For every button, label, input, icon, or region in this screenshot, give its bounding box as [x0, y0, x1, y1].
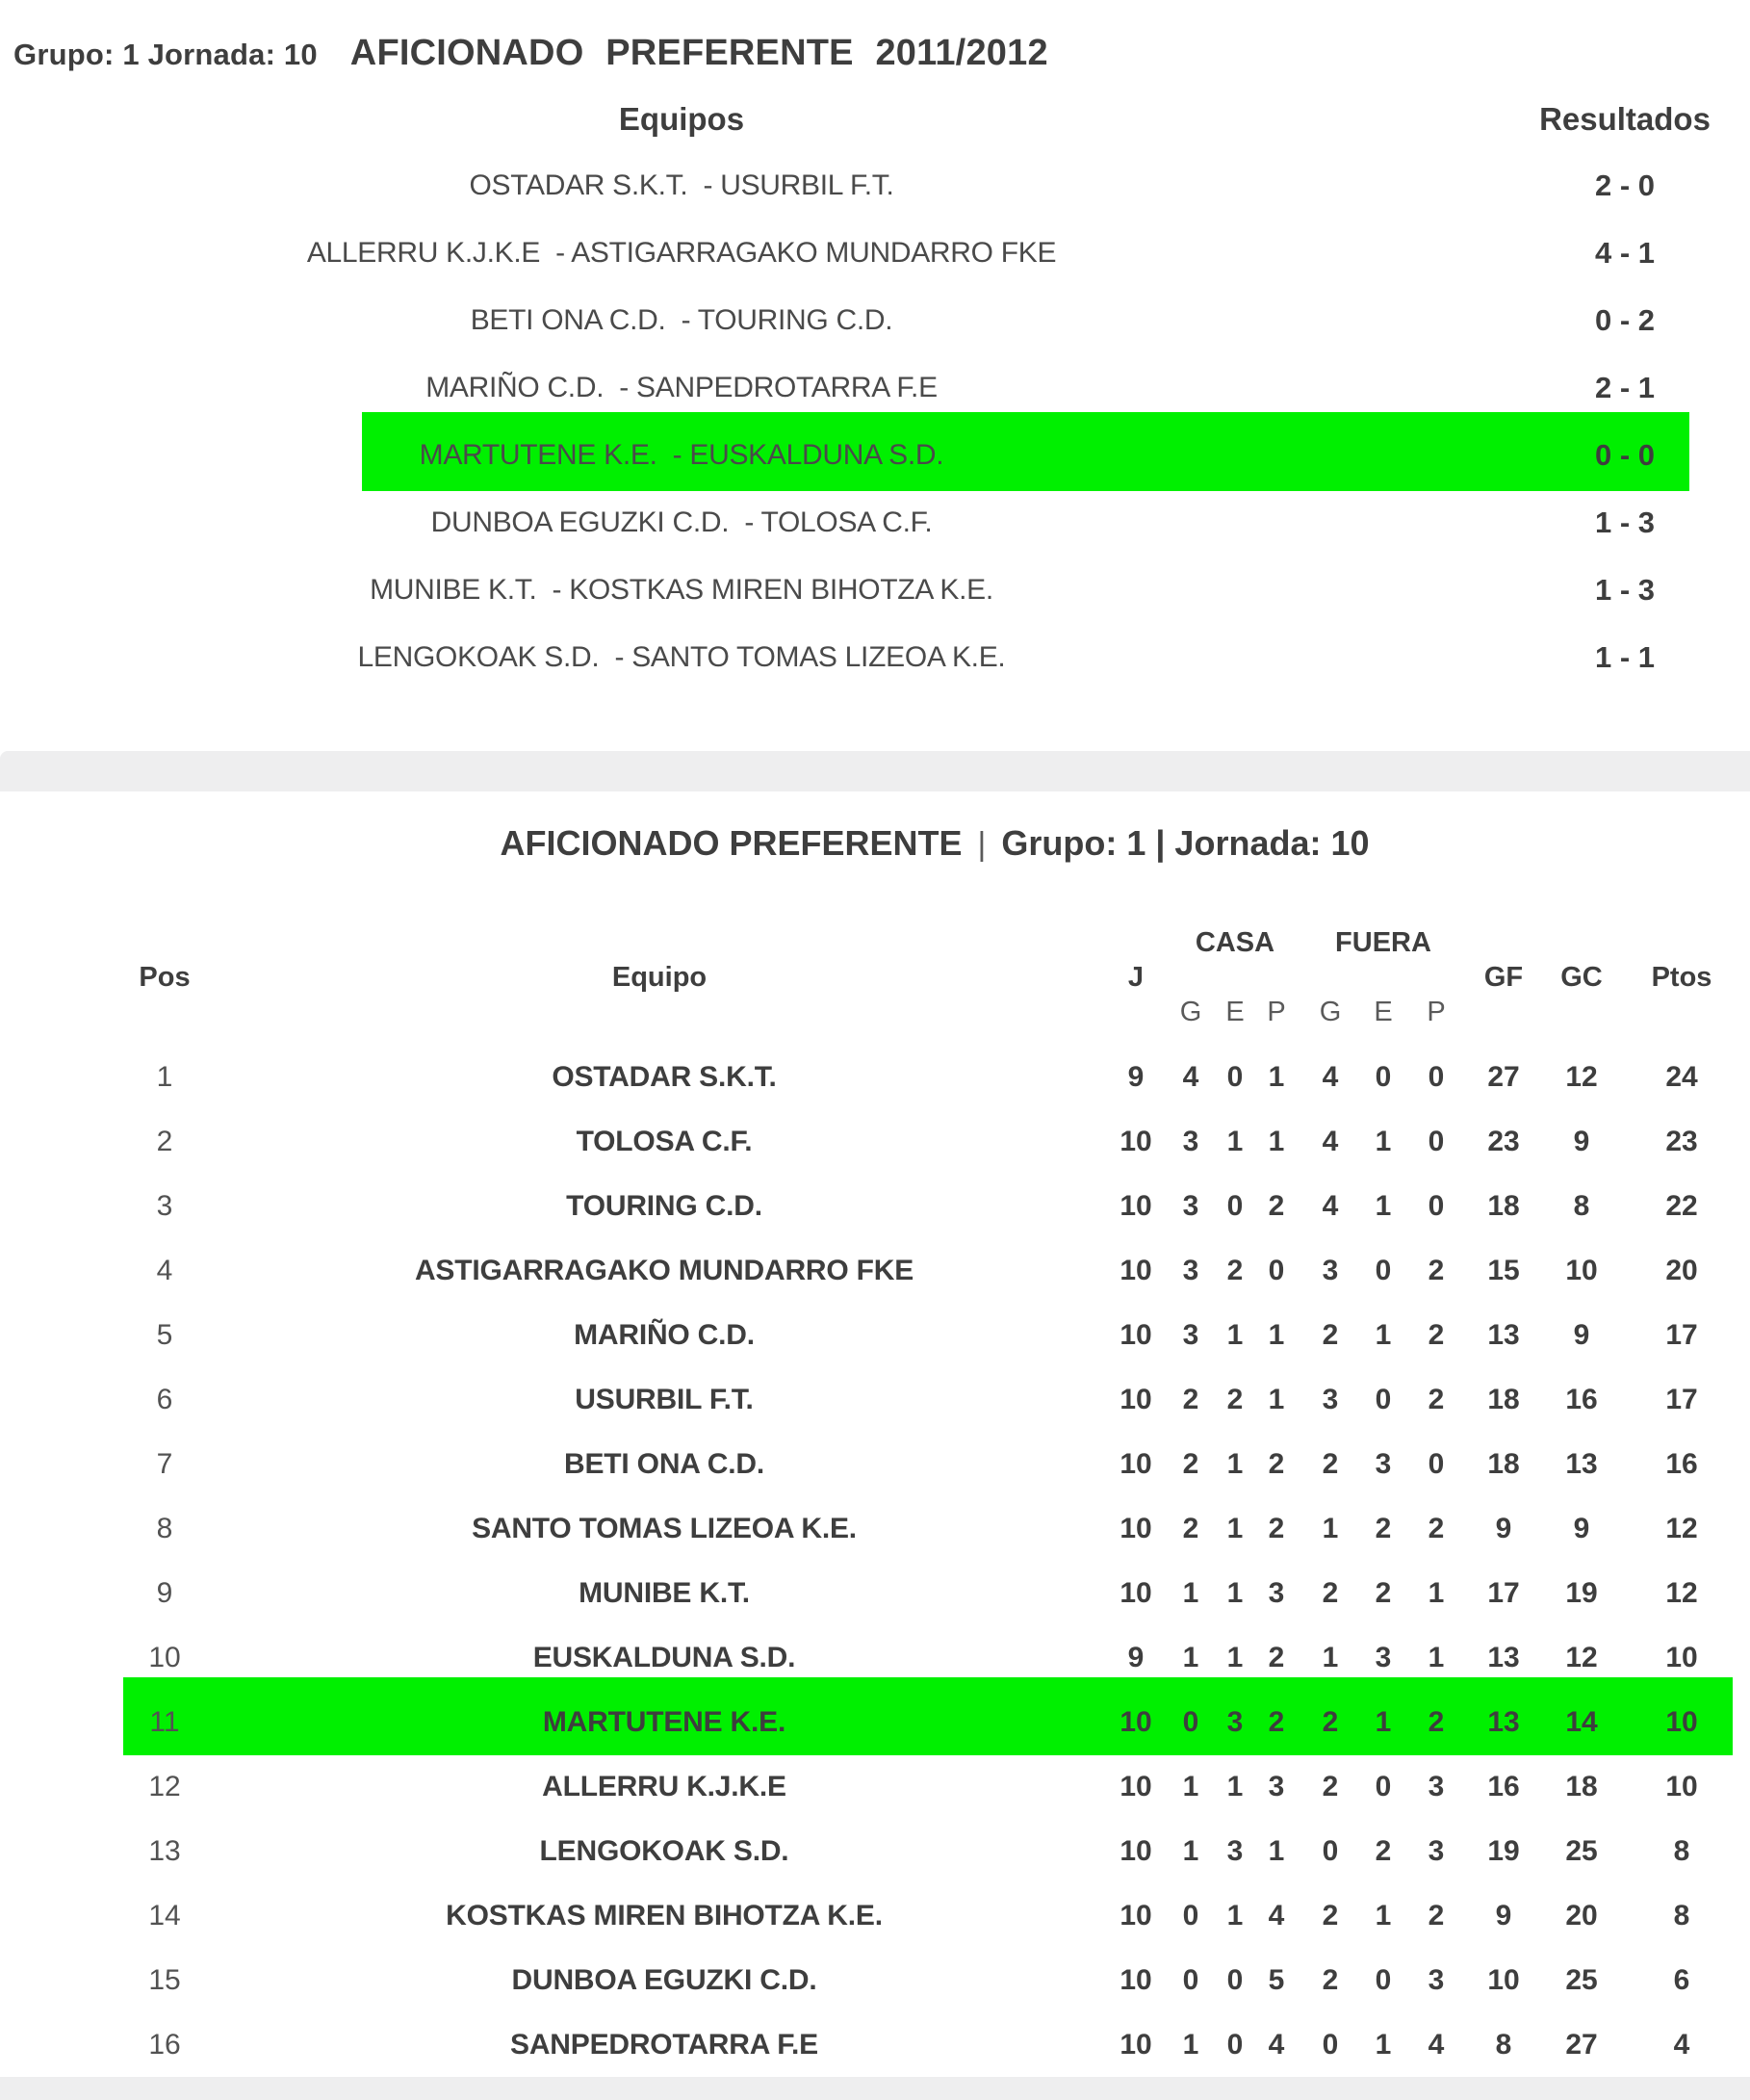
standings-row — [0, 1303, 1750, 1367]
away-draws-cell: 1 — [1375, 1189, 1392, 1222]
played-cell: 10 — [1119, 1899, 1152, 1931]
standings-title-competition: AFICIONADO PREFERENTE — [500, 823, 963, 863]
away-losses-cell: 2 — [1428, 1705, 1445, 1738]
team-name-cell: SANPEDROTARRA F.E — [510, 2028, 818, 2061]
away-draws-cell: 1 — [1375, 1705, 1392, 1738]
goals-for-cell: 18 — [1487, 1383, 1520, 1415]
team-name-cell: TOURING C.D. — [566, 1189, 762, 1222]
standings-title-separator: | — [977, 826, 987, 863]
home-losses-cell: 5 — [1268, 1963, 1285, 1996]
points-cell: 8 — [1673, 1834, 1690, 1867]
goals-for-cell: 9 — [1495, 1899, 1512, 1931]
team-name-cell: DUNBOA EGUZKI C.D. — [511, 1963, 817, 1996]
points-cell: 24 — [1665, 1060, 1698, 1093]
away-losses-cell: 3 — [1428, 1834, 1445, 1867]
home-wins-cell: 0 — [1182, 1705, 1199, 1738]
bottom-band — [0, 2077, 1750, 2100]
away-draws-cell: 2 — [1375, 1512, 1392, 1544]
away-draws-cell: 1 — [1375, 1899, 1392, 1931]
away-wins-cell: 2 — [1322, 1318, 1339, 1351]
home-draws-cell: 1 — [1226, 1899, 1244, 1931]
goals-for-cell: 17 — [1487, 1576, 1520, 1609]
match-score: 1 - 3 — [1594, 573, 1656, 607]
away-wins-cell: 4 — [1322, 1060, 1339, 1093]
page-title: AFICIONADO PREFERENTE 2011/2012 — [349, 33, 1048, 73]
away-draws-cell: 0 — [1375, 1383, 1392, 1415]
points-cell: 16 — [1665, 1447, 1698, 1480]
played-cell: 9 — [1127, 1641, 1145, 1673]
match-row — [0, 220, 1750, 287]
away-draws-cell: 0 — [1375, 1963, 1392, 1996]
position-cell: 1 — [156, 1060, 173, 1093]
home-wins-cell: 3 — [1182, 1254, 1199, 1286]
goals-for-cell: 13 — [1487, 1705, 1520, 1738]
away-draws-cell: 0 — [1375, 1060, 1392, 1093]
position-cell: 14 — [148, 1899, 181, 1931]
away-wins-cell: 4 — [1322, 1125, 1339, 1157]
home-losses-cell: 2 — [1268, 1189, 1285, 1222]
goals-against-cell: 16 — [1565, 1383, 1598, 1415]
goals-against-cell: 8 — [1573, 1189, 1590, 1222]
goals-against-cell: 19 — [1565, 1576, 1598, 1609]
away-losses-cell: 2 — [1428, 1318, 1445, 1351]
home-losses-cell: 3 — [1268, 1576, 1285, 1609]
standings-row — [0, 1432, 1750, 1496]
match-score: 4 - 1 — [1594, 236, 1656, 270]
away-draws-cell: 3 — [1375, 1447, 1392, 1480]
match-score: 0 - 0 — [1594, 438, 1656, 472]
position-cell: 4 — [156, 1254, 173, 1286]
home-draws-cell: 2 — [1226, 1254, 1244, 1286]
away-wins-cell: 3 — [1322, 1383, 1339, 1415]
position-cell: 8 — [156, 1512, 173, 1544]
subheader-away-draws: E — [1374, 996, 1393, 1027]
home-losses-cell: 1 — [1268, 1318, 1285, 1351]
away-wins-cell: 2 — [1322, 1770, 1339, 1802]
goals-against-cell: 12 — [1565, 1641, 1598, 1673]
home-losses-cell: 4 — [1268, 2028, 1285, 2061]
goals-for-cell: 8 — [1495, 2028, 1512, 2061]
goals-for-cell: 10 — [1487, 1963, 1520, 1996]
home-losses-cell: 1 — [1268, 1060, 1285, 1093]
home-wins-cell: 4 — [1182, 1060, 1199, 1093]
home-losses-cell: 2 — [1268, 1512, 1285, 1544]
away-draws-cell: 0 — [1375, 1254, 1392, 1286]
header-equipo: Equipo — [611, 961, 708, 993]
home-wins-cell: 1 — [1182, 1641, 1199, 1673]
goals-against-cell: 9 — [1573, 1318, 1590, 1351]
match-score: 2 - 1 — [1594, 371, 1656, 404]
away-wins-cell: 1 — [1322, 1641, 1339, 1673]
goals-for-cell: 13 — [1487, 1641, 1520, 1673]
home-draws-cell: 1 — [1226, 1770, 1244, 1802]
points-cell: 12 — [1665, 1576, 1698, 1609]
standings-title — [60, 823, 1750, 865]
away-draws-cell: 1 — [1375, 1318, 1392, 1351]
goals-against-cell: 27 — [1565, 2028, 1598, 2061]
team-name-cell: MARIÑO C.D. — [574, 1318, 755, 1351]
played-cell: 10 — [1119, 1705, 1152, 1738]
goals-for-cell: 15 — [1487, 1254, 1520, 1286]
page-header — [13, 33, 1048, 74]
away-wins-cell: 2 — [1322, 1576, 1339, 1609]
resultados-column-header: Resultados — [1539, 101, 1711, 137]
goals-against-cell: 9 — [1573, 1512, 1590, 1544]
match-teams: LENGOKOAK S.D. - SANTO TOMAS LIZEOA K.E. — [357, 641, 1006, 673]
played-cell: 9 — [1127, 1060, 1145, 1093]
header-pos: Pos — [139, 961, 191, 993]
away-losses-cell: 3 — [1428, 1963, 1445, 1996]
away-losses-cell: 1 — [1428, 1641, 1445, 1673]
played-cell: 10 — [1119, 2028, 1152, 2061]
away-losses-cell: 1 — [1428, 1576, 1445, 1609]
goals-for-cell: 18 — [1487, 1189, 1520, 1222]
home-wins-cell: 3 — [1182, 1189, 1199, 1222]
match-row — [0, 557, 1750, 624]
goals-for-cell: 19 — [1487, 1834, 1520, 1867]
points-cell: 8 — [1673, 1899, 1690, 1931]
home-losses-cell: 2 — [1268, 1705, 1285, 1738]
goals-for-cell: 16 — [1487, 1770, 1520, 1802]
played-cell: 10 — [1119, 1834, 1152, 1867]
match-teams: OSTADAR S.K.T. - USURBIL F.T. — [469, 169, 894, 201]
match-teams: DUNBOA EGUZKI C.D. - TOLOSA C.F. — [430, 506, 933, 538]
standings-row — [0, 1625, 1750, 1690]
home-draws-cell: 1 — [1226, 1125, 1244, 1157]
standings-column-headers — [0, 915, 1750, 1040]
standings-table — [0, 1045, 1750, 2077]
match-score: 2 - 0 — [1594, 169, 1656, 202]
away-losses-cell: 2 — [1428, 1383, 1445, 1415]
team-name-cell: ASTIGARRAGAKO MUNDARRO FKE — [414, 1254, 914, 1286]
team-name-cell: SANTO TOMAS LIZEOA K.E. — [472, 1512, 857, 1544]
home-draws-cell: 0 — [1226, 2028, 1244, 2061]
home-losses-cell: 2 — [1268, 1641, 1285, 1673]
match-teams: BETI ONA C.D. - TOURING C.D. — [470, 304, 893, 336]
position-cell: 11 — [149, 1705, 180, 1738]
away-wins-cell: 1 — [1322, 1512, 1339, 1544]
position-cell: 12 — [148, 1770, 181, 1802]
home-draws-cell: 0 — [1226, 1060, 1244, 1093]
goals-against-cell: 18 — [1565, 1770, 1598, 1802]
match-row — [0, 152, 1750, 220]
standings-row — [0, 1754, 1750, 1819]
home-wins-cell: 3 — [1182, 1125, 1199, 1157]
home-losses-cell: 4 — [1268, 1899, 1285, 1931]
home-wins-cell: 0 — [1182, 1963, 1199, 1996]
match-teams: MARTUTENE K.E. - EUSKALDUNA S.D. — [419, 439, 944, 471]
home-wins-cell: 0 — [1182, 1899, 1199, 1931]
played-cell: 10 — [1119, 1254, 1152, 1286]
position-cell: 13 — [148, 1834, 181, 1867]
match-score: 1 - 3 — [1594, 506, 1656, 539]
home-wins-cell: 1 — [1182, 1576, 1199, 1609]
home-losses-cell: 1 — [1268, 1125, 1285, 1157]
results-column-headers — [0, 100, 1750, 139]
goals-for-cell: 13 — [1487, 1318, 1520, 1351]
goals-against-cell: 12 — [1565, 1060, 1598, 1093]
away-wins-cell: 0 — [1322, 1834, 1339, 1867]
played-cell: 10 — [1119, 1512, 1152, 1544]
home-draws-cell: 1 — [1226, 1576, 1244, 1609]
position-cell: 15 — [148, 1963, 181, 1996]
home-draws-cell: 1 — [1226, 1447, 1244, 1480]
home-draws-cell: 3 — [1226, 1705, 1244, 1738]
points-cell: 10 — [1665, 1641, 1698, 1673]
played-cell: 10 — [1119, 1576, 1152, 1609]
away-losses-cell: 0 — [1428, 1189, 1445, 1222]
away-losses-cell: 3 — [1428, 1770, 1445, 1802]
position-cell: 10 — [148, 1641, 181, 1673]
home-wins-cell: 1 — [1182, 2028, 1199, 2061]
home-losses-cell: 0 — [1268, 1254, 1285, 1286]
played-cell: 10 — [1119, 1189, 1152, 1222]
away-draws-cell: 2 — [1375, 1834, 1392, 1867]
match-row — [0, 489, 1750, 557]
away-losses-cell: 4 — [1428, 2028, 1445, 2061]
match-score: 0 - 2 — [1594, 303, 1656, 337]
home-draws-cell: 3 — [1226, 1834, 1244, 1867]
goals-against-cell: 9 — [1573, 1125, 1590, 1157]
team-name-cell: OSTADAR S.K.T. — [552, 1060, 777, 1093]
header-ptos: Ptos — [1651, 961, 1712, 993]
home-losses-cell: 3 — [1268, 1770, 1285, 1802]
away-losses-cell: 0 — [1428, 1060, 1445, 1093]
goals-against-cell: 13 — [1565, 1447, 1598, 1480]
standings-row — [0, 2012, 1750, 2077]
goals-against-cell: 25 — [1565, 1963, 1598, 1996]
header-j: J — [1127, 961, 1145, 993]
home-wins-cell: 2 — [1182, 1447, 1199, 1480]
home-draws-cell: 0 — [1226, 1963, 1244, 1996]
subheader-away-wins: G — [1319, 996, 1342, 1027]
goals-against-cell: 10 — [1565, 1254, 1598, 1286]
match-teams: MARIÑO C.D. - SANPEDROTARRA F.E — [425, 372, 938, 403]
away-draws-cell: 1 — [1375, 1125, 1392, 1157]
team-name-cell: USURBIL F.T. — [575, 1383, 754, 1415]
standings-row — [0, 1819, 1750, 1883]
home-losses-cell: 2 — [1268, 1447, 1285, 1480]
away-wins-cell: 3 — [1322, 1254, 1339, 1286]
points-cell: 10 — [1665, 1770, 1698, 1802]
team-name-cell: ALLERRU K.J.K.E — [542, 1770, 786, 1802]
position-cell: 6 — [156, 1383, 173, 1415]
points-cell: 12 — [1665, 1512, 1698, 1544]
goals-against-cell: 20 — [1565, 1899, 1598, 1931]
played-cell: 10 — [1119, 1383, 1152, 1415]
home-draws-cell: 2 — [1226, 1383, 1244, 1415]
subheader-home-losses: P — [1267, 996, 1286, 1027]
header-casa: CASA — [1195, 926, 1275, 958]
points-cell: 10 — [1665, 1705, 1698, 1738]
away-draws-cell: 3 — [1375, 1641, 1392, 1673]
away-draws-cell: 1 — [1375, 2028, 1392, 2061]
team-name-cell: MARTUTENE K.E. — [542, 1705, 786, 1738]
points-cell: 20 — [1665, 1254, 1698, 1286]
standings-row — [0, 1238, 1750, 1303]
position-cell: 3 — [156, 1189, 173, 1222]
position-cell: 7 — [156, 1447, 173, 1480]
home-draws-cell: 0 — [1226, 1189, 1244, 1222]
standings-row — [0, 1690, 1750, 1754]
points-cell: 23 — [1665, 1125, 1698, 1157]
played-cell: 10 — [1119, 1447, 1152, 1480]
team-name-cell: LENGOKOAK S.D. — [539, 1834, 789, 1867]
played-cell: 10 — [1119, 1963, 1152, 1996]
header-gc: GC — [1560, 961, 1603, 993]
home-wins-cell: 3 — [1182, 1318, 1199, 1351]
away-wins-cell: 2 — [1322, 1899, 1339, 1931]
away-losses-cell: 2 — [1428, 1899, 1445, 1931]
home-wins-cell: 2 — [1182, 1512, 1199, 1544]
away-draws-cell: 2 — [1375, 1576, 1392, 1609]
header-fuera: FUERA — [1335, 926, 1431, 958]
section-divider-band — [0, 751, 1750, 791]
points-cell: 22 — [1665, 1189, 1698, 1222]
standings-row — [0, 1948, 1750, 2012]
away-losses-cell: 0 — [1428, 1125, 1445, 1157]
equipos-column-header: Equipos — [618, 101, 745, 137]
standings-row — [0, 1883, 1750, 1948]
standings-row — [0, 1174, 1750, 1238]
away-wins-cell: 2 — [1322, 1705, 1339, 1738]
home-draws-cell: 1 — [1226, 1318, 1244, 1351]
position-cell: 5 — [156, 1318, 173, 1351]
goals-for-cell: 27 — [1487, 1060, 1520, 1093]
played-cell: 10 — [1119, 1770, 1152, 1802]
points-cell: 17 — [1665, 1318, 1698, 1351]
subheader-away-losses: P — [1427, 996, 1446, 1027]
standings-row — [0, 1045, 1750, 1109]
header-gf: GF — [1483, 961, 1524, 993]
team-name-cell: KOSTKAS MIREN BIHOTZA K.E. — [446, 1899, 883, 1931]
goals-against-cell: 14 — [1565, 1705, 1598, 1738]
goals-against-cell: 25 — [1565, 1834, 1598, 1867]
team-name-cell: EUSKALDUNA S.D. — [532, 1641, 796, 1673]
away-wins-cell: 0 — [1322, 2028, 1339, 2061]
points-cell: 17 — [1665, 1383, 1698, 1415]
away-wins-cell: 2 — [1322, 1963, 1339, 1996]
home-draws-cell: 1 — [1226, 1512, 1244, 1544]
position-cell: 2 — [156, 1125, 173, 1157]
subheader-home-wins: G — [1179, 996, 1202, 1027]
position-cell: 9 — [156, 1576, 173, 1609]
standings-row — [0, 1561, 1750, 1625]
match-teams: MUNIBE K.T. - KOSTKAS MIREN BIHOTZA K.E. — [370, 574, 993, 606]
away-wins-cell: 4 — [1322, 1189, 1339, 1222]
played-cell: 10 — [1119, 1125, 1152, 1157]
match-row — [0, 624, 1750, 691]
away-losses-cell: 0 — [1428, 1447, 1445, 1480]
goals-for-cell: 18 — [1487, 1447, 1520, 1480]
team-name-cell: TOLOSA C.F. — [576, 1125, 753, 1157]
home-wins-cell: 1 — [1182, 1770, 1199, 1802]
standings-row — [0, 1367, 1750, 1432]
home-wins-cell: 1 — [1182, 1834, 1199, 1867]
standings-row — [0, 1109, 1750, 1174]
home-losses-cell: 1 — [1268, 1834, 1285, 1867]
home-losses-cell: 1 — [1268, 1383, 1285, 1415]
match-score: 1 - 1 — [1594, 640, 1656, 674]
away-wins-cell: 2 — [1322, 1447, 1339, 1480]
away-losses-cell: 2 — [1428, 1254, 1445, 1286]
match-teams: ALLERRU K.J.K.E - ASTIGARRAGAKO MUNDARRO FKE — [306, 237, 1057, 269]
points-cell: 6 — [1673, 1963, 1690, 1996]
home-wins-cell: 2 — [1182, 1383, 1199, 1415]
position-cell: 16 — [148, 2028, 181, 2061]
team-name-cell: BETI ONA C.D. — [564, 1447, 764, 1480]
away-losses-cell: 2 — [1428, 1512, 1445, 1544]
standings-row — [0, 1496, 1750, 1561]
match-row — [0, 287, 1750, 354]
group-jornada-label: Grupo: 1 Jornada: 10 — [13, 38, 318, 71]
team-name-cell: MUNIBE K.T. — [579, 1576, 750, 1609]
goals-for-cell: 9 — [1495, 1512, 1512, 1544]
goals-for-cell: 23 — [1487, 1125, 1520, 1157]
results-list — [0, 152, 1750, 691]
standings-title-meta: Grupo: 1 | Jornada: 10 — [1001, 823, 1370, 863]
points-cell: 4 — [1673, 2028, 1690, 2061]
match-row — [0, 422, 1750, 489]
away-draws-cell: 0 — [1375, 1770, 1392, 1802]
subheader-home-draws: E — [1225, 996, 1245, 1027]
played-cell: 10 — [1119, 1318, 1152, 1351]
home-draws-cell: 1 — [1226, 1641, 1244, 1673]
